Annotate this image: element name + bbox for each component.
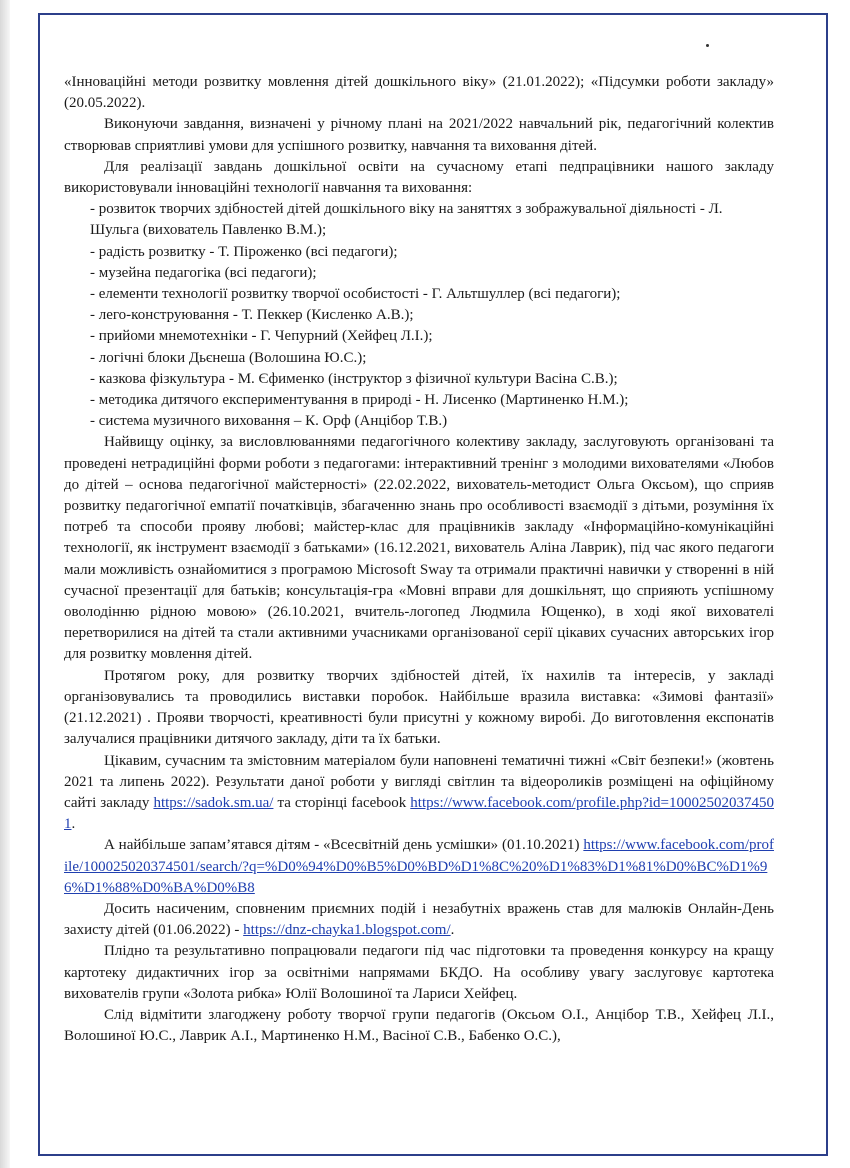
paragraph-10: Слід відмітити злагоджену роботу творчої групи педагогів (Оксьом О.І., Анцібор Т.В., Хейфец Л.І., Волошиної Ю.С., Лаврик А.І., Мартиненко Н.М., Васіної С.В., Бабенко О.С.),	[64, 1006, 774, 1045]
paragraph-3: Для реалізації завдань дошкільної освіти на сучасному етапі педпрацівники нашого закладу використовували інноваційні технології навчання та виховання:	[64, 158, 774, 197]
paragraph-6-end: .	[71, 816, 76, 833]
blog-link[interactable]: https://dnz-chayka1.blogspot.com/	[243, 922, 451, 939]
facebook-profile-link[interactable]: https://www.facebook.com/profile.php?id=100025020374501	[64, 794, 774, 833]
list-item: - методика дитячого експериментування в природі - Н. Лисенко (Мартиненко Н.М.);	[90, 392, 629, 409]
scan-speck	[706, 44, 709, 47]
paragraph-8	[64, 899, 774, 941]
list-item: - прийоми мнемотехніки - Г. Чепурний (Хейфец Л.І.);	[90, 328, 433, 345]
paragraph-9: Плідно та результативно попрацювали педагоги під час підготовки та проведення конкурсу на кращу картотеку дидактичних ігор за освітніми напрямами БКДО. На особливу увагу заслуговує картотека вихователів групи «Золота рибка» Юлії Волошиної та Лариси Хейфец.	[64, 943, 774, 1002]
list-item: - радість розвитку - Т. Піроженко (всі педагоги);	[90, 243, 398, 260]
paragraph-2: Виконуючи завдання, визначені у річному плані на 2021/2022 навчальний рік, педагогічний колектив створював сприятливі умови для успішного розвитку, навчання та виховання дітей.	[64, 116, 774, 154]
list-item: - система музичного виховання – К. Орф (Анцібор Т.В.)	[90, 413, 448, 430]
list-item: - розвиток творчих здібностей дітей дошкільного віку на заняттях з зображувальної діяльності - Л. Шульга (вихователь Павленко В.М.);	[90, 201, 723, 239]
paragraph-4: Найвищу оцінку, за висловлюваннями педагогічного колективу закладу, заслуговують організовані та проведені нетрадиційні форми роботи з педагогами: інтерактивний тренінг з молодими вихователями «Любов до дітей – основа педагогічної майстерності» (22.02.2022, вихователь-методист Ольга Оксьом), що сприяв розвитку педагогічної емпатії початківців, збагаченню знань про особливості взаємодії з дітьми, розуміння їх потреб та способи прояву любові; майстер-клас для працівників закладу «Інформаційно-комунікаційні технології, як інструмент взаємодії з батьками» (16.12.2021, вихователь Аліна Лаврик), під час якого педагоги мали можливість ознайомитися з програмою Microsoft Sway та отримали практичні навички у створенні в ній сучасної презентації для батьків; консультація-гра «Мовні вправи для дошкільнят, що сприяють успішному оволодінню рідною мовою» (26.10.2021, вчитель-логопед Людмила Ющенко), в ході якої вихователі перетворилися на дітей та стали активними учасниками організованої серії цікавих сучасних авторських ігор для розвитку мовлення дітей.	[64, 434, 774, 663]
technologies-list	[64, 199, 774, 432]
paragraph-5: Протягом року, для розвитку творчих здібностей дітей, їх нахилів та інтересів, у закладі організовувались та проводились виставки поробок. Найбільше вразила виставка: «Зимові фантазії» (21.12.2021) . Прояви творчості, креативності були присутні у кожному виробі. До виготовлення експонатів залучалися працівники дитячого закладу, діти та їх батьки.	[64, 667, 774, 748]
smile-day-facebook-link[interactable]: https://www.facebook.com/profile/100025020374501/search/?q=%D0%94%D0%B5%D0%BD%D1%8C%20%D1%83%D1%81%D0%BC%D1%96%D1%88%D0%BA%D0%B8	[64, 837, 774, 896]
document-body	[64, 72, 774, 1047]
paragraph-8-end: .	[450, 922, 455, 939]
list-item: - лего-конструювання - Т. Пеккер (Кисленко А.В.);	[90, 307, 414, 324]
paragraph-6	[64, 751, 774, 836]
paragraph-1: «Інноваційні методи розвитку мовлення дітей дошкільного віку» (21.01.2022); «Підсумки роботи закладу» (20.05.2022).	[64, 74, 774, 112]
list-item: - музейна педагогіка (всі педагоги);	[90, 264, 317, 281]
list-item: - елементи технології розвитку творчої особистості - Г. Альтшуллер (всі педагоги);	[90, 286, 621, 303]
paragraph-8-text: Досить насиченим, сповненим приємних подій і незабутніх вражень став для малюків Онлайн-День захисту дітей (01.06.2022) -	[64, 900, 774, 939]
paragraph-7-text: А найбільше запам’ятався дітям - «Всесвітній день усмішки» (01.10.2021)	[104, 837, 584, 854]
list-item: - казкова фізкультура - М. Єфименко (інструктор з фізичної культури Васіна С.В.);	[90, 370, 618, 387]
kindergarten-site-link[interactable]: https://sadok.sm.ua/	[153, 794, 274, 811]
list-item: - логічні блоки Дьєнеша (Волошина Ю.С.);	[90, 349, 367, 366]
scan-edge-shadow	[0, 0, 10, 1168]
paragraph-7	[64, 835, 774, 899]
paragraph-6-mid: та сторінці facebook	[273, 794, 411, 811]
paragraph-6-text: Цікавим, сучасним та змістовним матеріалом були наповнені тематичні тижні «Світ безпеки!» (жовтень 2021 та липень 2022). Результати даної роботи у вигляді світлин та відеороликів розміщені на офіційному сайті закладу	[64, 752, 774, 811]
